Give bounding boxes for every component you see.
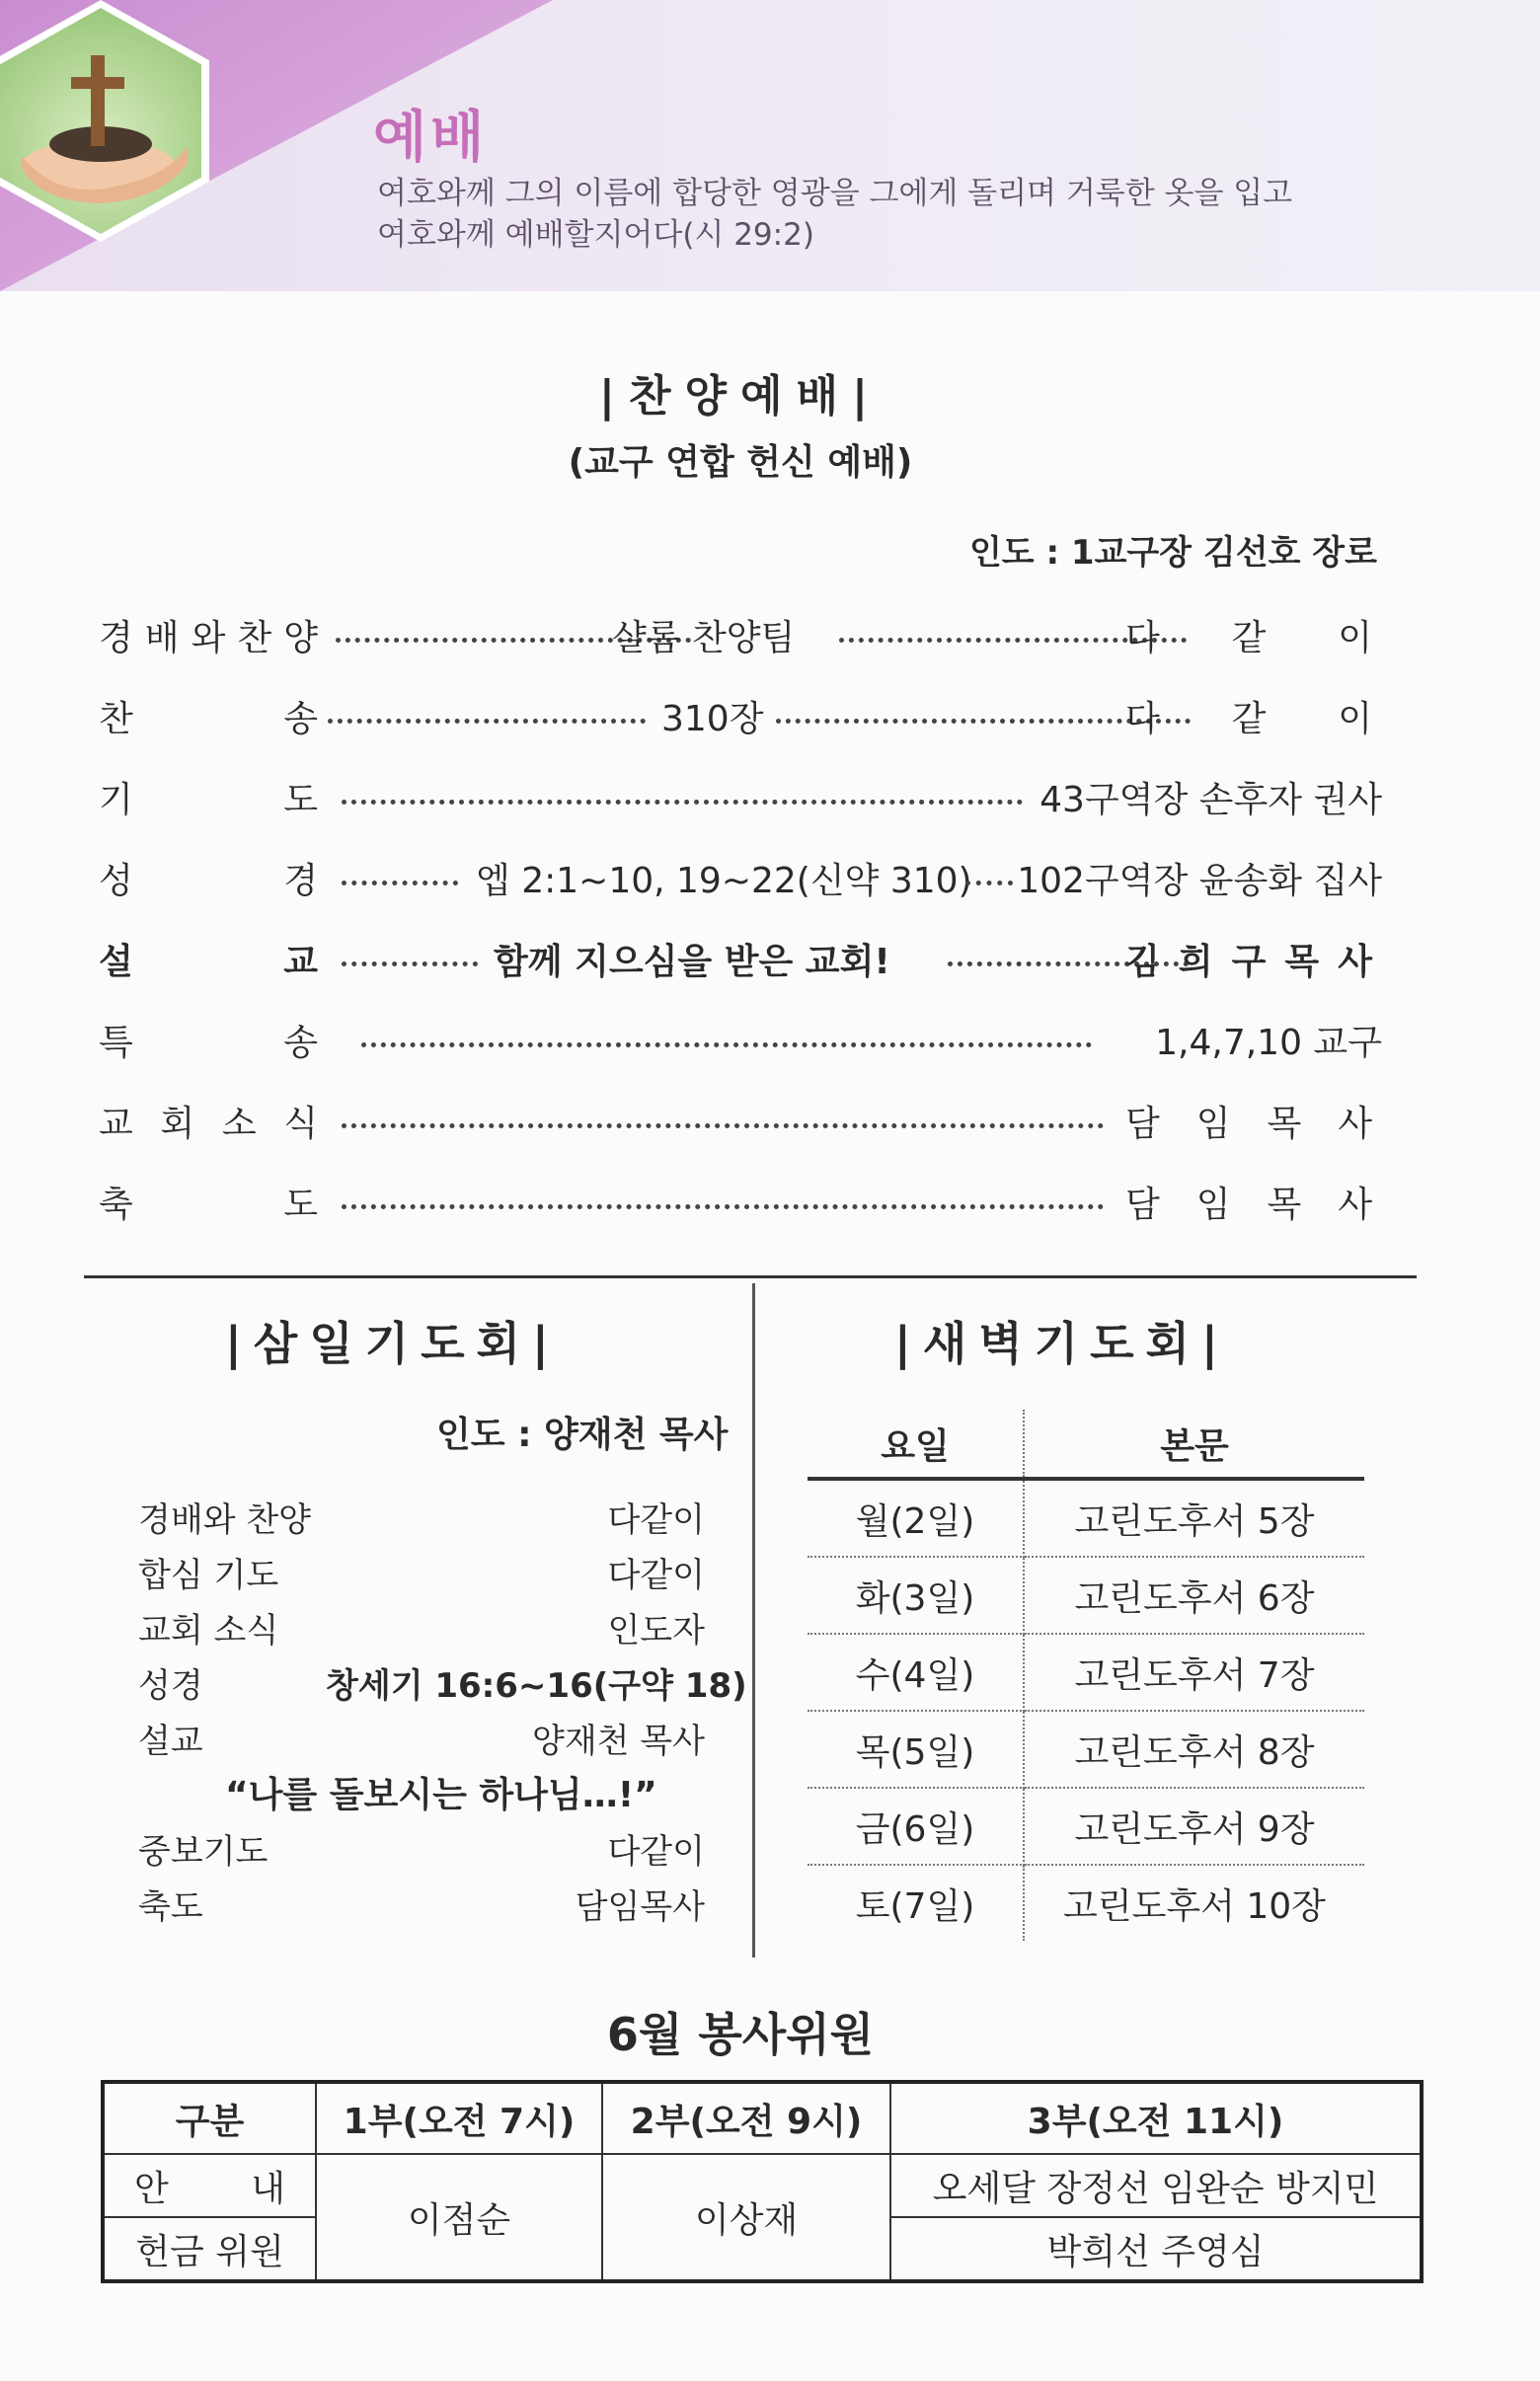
table-header-row [808, 1410, 1364, 1479]
order-person: 102구역장 윤송화 집사 [1017, 861, 1382, 901]
wed-label: 성경 [138, 1666, 203, 1706]
volunteers-table [101, 2080, 1424, 2283]
wed-person: 인도자 [607, 1611, 705, 1651]
wed-scripture: 창세기 16:6~16(구약 18) [326, 1666, 747, 1706]
table-row [808, 1788, 1364, 1865]
table-header-row [103, 2082, 1422, 2154]
order-person: 43구역장 손후자 권사 [1040, 780, 1382, 820]
volunteers-title: 6월 봉사위원 [606, 2008, 875, 2061]
wed-row [138, 1658, 747, 1708]
day-cell: 금(6일) [808, 1788, 1024, 1865]
wed-row [138, 1603, 705, 1652]
order-label: 경 배 와 찬 양 [99, 618, 318, 658]
wednesday-leader: 인도 : 양재천 목사 [436, 1415, 729, 1455]
third-service-offering-cell: 박희선 주영심 [890, 2217, 1422, 2281]
wed-label: 경배와 찬양 [138, 1500, 312, 1540]
day-cell: 토(7일) [808, 1865, 1024, 1941]
order-person: 김 희 구 목 사 [1125, 942, 1372, 982]
table-row [808, 1634, 1364, 1711]
dawn-table [808, 1410, 1364, 1941]
order-person: 담 임 목 사 [1125, 1185, 1372, 1225]
order-content: 310장 [661, 699, 764, 739]
wed-row [138, 1493, 705, 1542]
order-content: 엡 2:1~10, 19~22(신약 310) [476, 861, 972, 901]
header-banner [0, 0, 1540, 291]
day-cell: 화(3일) [808, 1557, 1024, 1634]
col-header-second: 2부(오전 9시) [602, 2082, 890, 2154]
table-row [808, 1479, 1364, 1557]
order-label: 교 회 소 식 [99, 1104, 318, 1144]
col-header-day: 요일 [808, 1410, 1024, 1479]
first-service-cell: 이점순 [316, 2154, 602, 2281]
day-cell: 수(4일) [808, 1634, 1024, 1711]
order-row [99, 610, 1382, 659]
order-row [99, 691, 1382, 740]
order-content: 샬롬 찬양팀 [612, 618, 796, 658]
wed-label: 설교 [138, 1722, 203, 1761]
col-header-category: 구분 [103, 2082, 316, 2154]
order-person: 다 같 이 [1125, 699, 1372, 739]
text-cell: 고린도후서 9장 [1024, 1788, 1364, 1865]
wed-person: 양재천 목사 [531, 1722, 705, 1761]
table-row [103, 2154, 1422, 2217]
wed-sermon-title: “나를 돌보시는 하나님…!” [225, 1775, 657, 1815]
col-header-third: 3부(오전 11시) [890, 2082, 1422, 2154]
cross-in-hands-image [0, 8, 201, 234]
order-row [99, 1096, 1382, 1145]
wed-row [138, 1714, 705, 1763]
column-divider [752, 1283, 755, 1958]
wed-person: 다같이 [607, 1500, 705, 1540]
wed-row [138, 1880, 705, 1929]
col-header-first: 1부(오전 7시) [316, 2082, 602, 2154]
row-label-usher: 안 내 [103, 2154, 316, 2217]
wed-person: 담임목사 [575, 1887, 705, 1927]
order-person: 1,4,7,10 교구 [1155, 1023, 1382, 1063]
praise-service-leader: 인도 : 1교구장 김선호 장로 [968, 533, 1377, 573]
order-label: 찬 송 [99, 699, 318, 739]
text-cell: 고린도후서 10장 [1063, 1885, 1326, 1927]
third-service-usher-cell: 오세달 장정선 임완순 방지민 [890, 2154, 1422, 2217]
wed-label: 중보기도 [138, 1832, 269, 1872]
order-label: 특 송 [99, 1023, 318, 1063]
second-service-cell: 이상재 [602, 2154, 890, 2281]
wed-row [138, 1824, 705, 1874]
wed-label: 교회 소식 [138, 1611, 279, 1651]
section-divider [84, 1275, 1417, 1278]
verse-line-1: 여호와께 그의 이름에 합당한 영광을 그에게 돌리며 거룩한 옷을 입고 [377, 176, 1293, 211]
text-cell: 고린도후서 7장 [1024, 1634, 1364, 1711]
order-label: 축 도 [99, 1185, 318, 1225]
banner-title: 예배 [373, 106, 489, 170]
order-row [99, 1177, 1382, 1226]
day-cell: 월(2일) [808, 1479, 1024, 1557]
table-row [808, 1865, 1364, 1941]
order-content: 함께 지으심을 받은 교회! [494, 942, 890, 982]
order-row [99, 853, 1382, 902]
verse-line-2: 여호와께 예배할지어다(시 29:2) [377, 217, 814, 253]
praise-service-subtitle: (교구 연합 헌신 예배) [568, 442, 913, 483]
col-header-text: 본문 [1024, 1410, 1364, 1479]
order-person: 다 같 이 [1125, 618, 1372, 658]
order-row [99, 934, 1382, 983]
wed-label: 축도 [138, 1887, 203, 1927]
text-cell: 고린도후서 8장 [1024, 1711, 1364, 1788]
wed-row [138, 1548, 705, 1597]
order-label: 기 도 [99, 780, 318, 820]
row-label-offering: 헌금 위원 [103, 2217, 316, 2281]
text-cell: 고린도후서 6장 [1024, 1557, 1364, 1634]
wed-person: 다같이 [607, 1832, 705, 1872]
text-cell: 고린도후서 5장 [1024, 1479, 1364, 1557]
wed-label: 합심 기도 [138, 1556, 279, 1595]
table-row [808, 1557, 1364, 1634]
order-label: 성 경 [99, 861, 318, 901]
order-person: 담 임 목 사 [1125, 1104, 1372, 1144]
praise-service-title: |찬양예배| [598, 371, 883, 422]
wed-person: 다같이 [607, 1556, 705, 1595]
order-row [99, 772, 1382, 821]
order-row [99, 1015, 1382, 1064]
table-row [808, 1711, 1364, 1788]
wednesday-title: |삼일기도회| [225, 1317, 561, 1370]
day-cell: 목(5일) [808, 1711, 1024, 1788]
dawn-title: |새벽기도회| [894, 1317, 1230, 1370]
order-label: 설 교 [99, 942, 318, 982]
